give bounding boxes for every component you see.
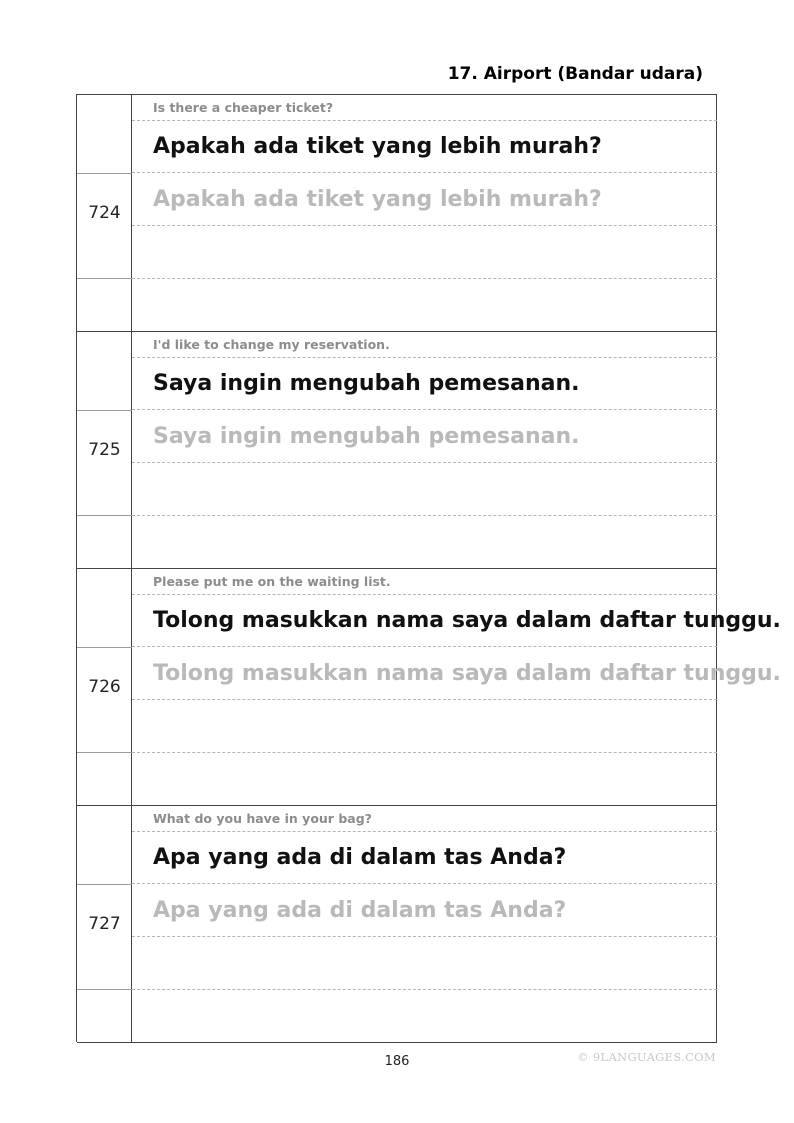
trace-phrase: Saya ingin mengubah pemesanan.: [153, 424, 580, 449]
blank-practice-line[interactable]: [132, 699, 717, 751]
blank-practice-line[interactable]: [132, 515, 717, 567]
entry-number: 726: [88, 677, 121, 697]
entry-number: 724: [88, 203, 121, 223]
cell-rule: [77, 278, 132, 279]
blank-practice-line[interactable]: [132, 936, 717, 988]
phrase-entry: [77, 331, 717, 568]
blank-practice-line[interactable]: [132, 752, 717, 804]
guide-line: [132, 172, 717, 173]
entry-number-cell: [77, 569, 132, 805]
blank-practice-line[interactable]: [132, 278, 717, 330]
writing-lines: [132, 332, 717, 568]
entry-number: 725: [88, 440, 121, 460]
guide-line: [132, 594, 717, 595]
guide-line: [132, 409, 717, 410]
indonesian-phrase: Apakah ada tiket yang lebih murah?: [153, 134, 602, 159]
guide-line: [132, 357, 717, 358]
blank-practice-line[interactable]: [132, 225, 717, 277]
english-prompt: Please put me on the waiting list.: [153, 574, 391, 589]
cell-rule: [77, 515, 132, 516]
page-number: 186: [384, 1054, 410, 1069]
writing-lines: [132, 95, 717, 331]
writing-lines: [132, 569, 781, 805]
cell-rule: [77, 647, 132, 648]
indonesian-phrase: Saya ingin mengubah pemesanan.: [153, 371, 580, 396]
entry-number-cell: [77, 806, 132, 1042]
indonesian-phrase: Tolong masukkan nama saya dalam daftar tunggu.: [153, 608, 781, 633]
phrase-entry: [77, 805, 717, 1043]
trace-phrase: Apakah ada tiket yang lebih murah?: [153, 187, 602, 212]
entry-number-cell: [77, 95, 132, 331]
cell-rule: [77, 884, 132, 885]
blank-practice-line[interactable]: [132, 989, 717, 1041]
cell-rule: [77, 989, 132, 990]
guide-line: [132, 883, 717, 884]
writing-lines: [132, 806, 717, 1042]
english-prompt: Is there a cheaper ticket?: [153, 100, 334, 115]
guide-line: [132, 646, 717, 647]
trace-phrase: Tolong masukkan nama saya dalam daftar tunggu.: [153, 661, 781, 686]
phrase-entry: [77, 94, 717, 331]
blank-practice-line[interactable]: [132, 462, 717, 514]
page-title: 17. Airport (Bandar udara): [447, 64, 703, 84]
guide-line: [132, 831, 717, 832]
cell-rule: [77, 173, 132, 174]
copyright-notice: © 9LANGUAGES.COM: [577, 1050, 716, 1064]
english-prompt: I'd like to change my reservation.: [153, 337, 390, 352]
guide-line: [132, 120, 717, 121]
practice-sheet: [76, 94, 781, 1042]
phrase-entry: [77, 568, 781, 805]
cell-rule: [77, 410, 132, 411]
trace-phrase: Apa yang ada di dalam tas Anda?: [153, 898, 567, 923]
entry-number: 727: [88, 914, 121, 934]
english-prompt: What do you have in your bag?: [153, 811, 372, 826]
cell-rule: [77, 752, 132, 753]
indonesian-phrase: Apa yang ada di dalam tas Anda?: [153, 845, 567, 870]
entry-number-cell: [77, 332, 132, 568]
